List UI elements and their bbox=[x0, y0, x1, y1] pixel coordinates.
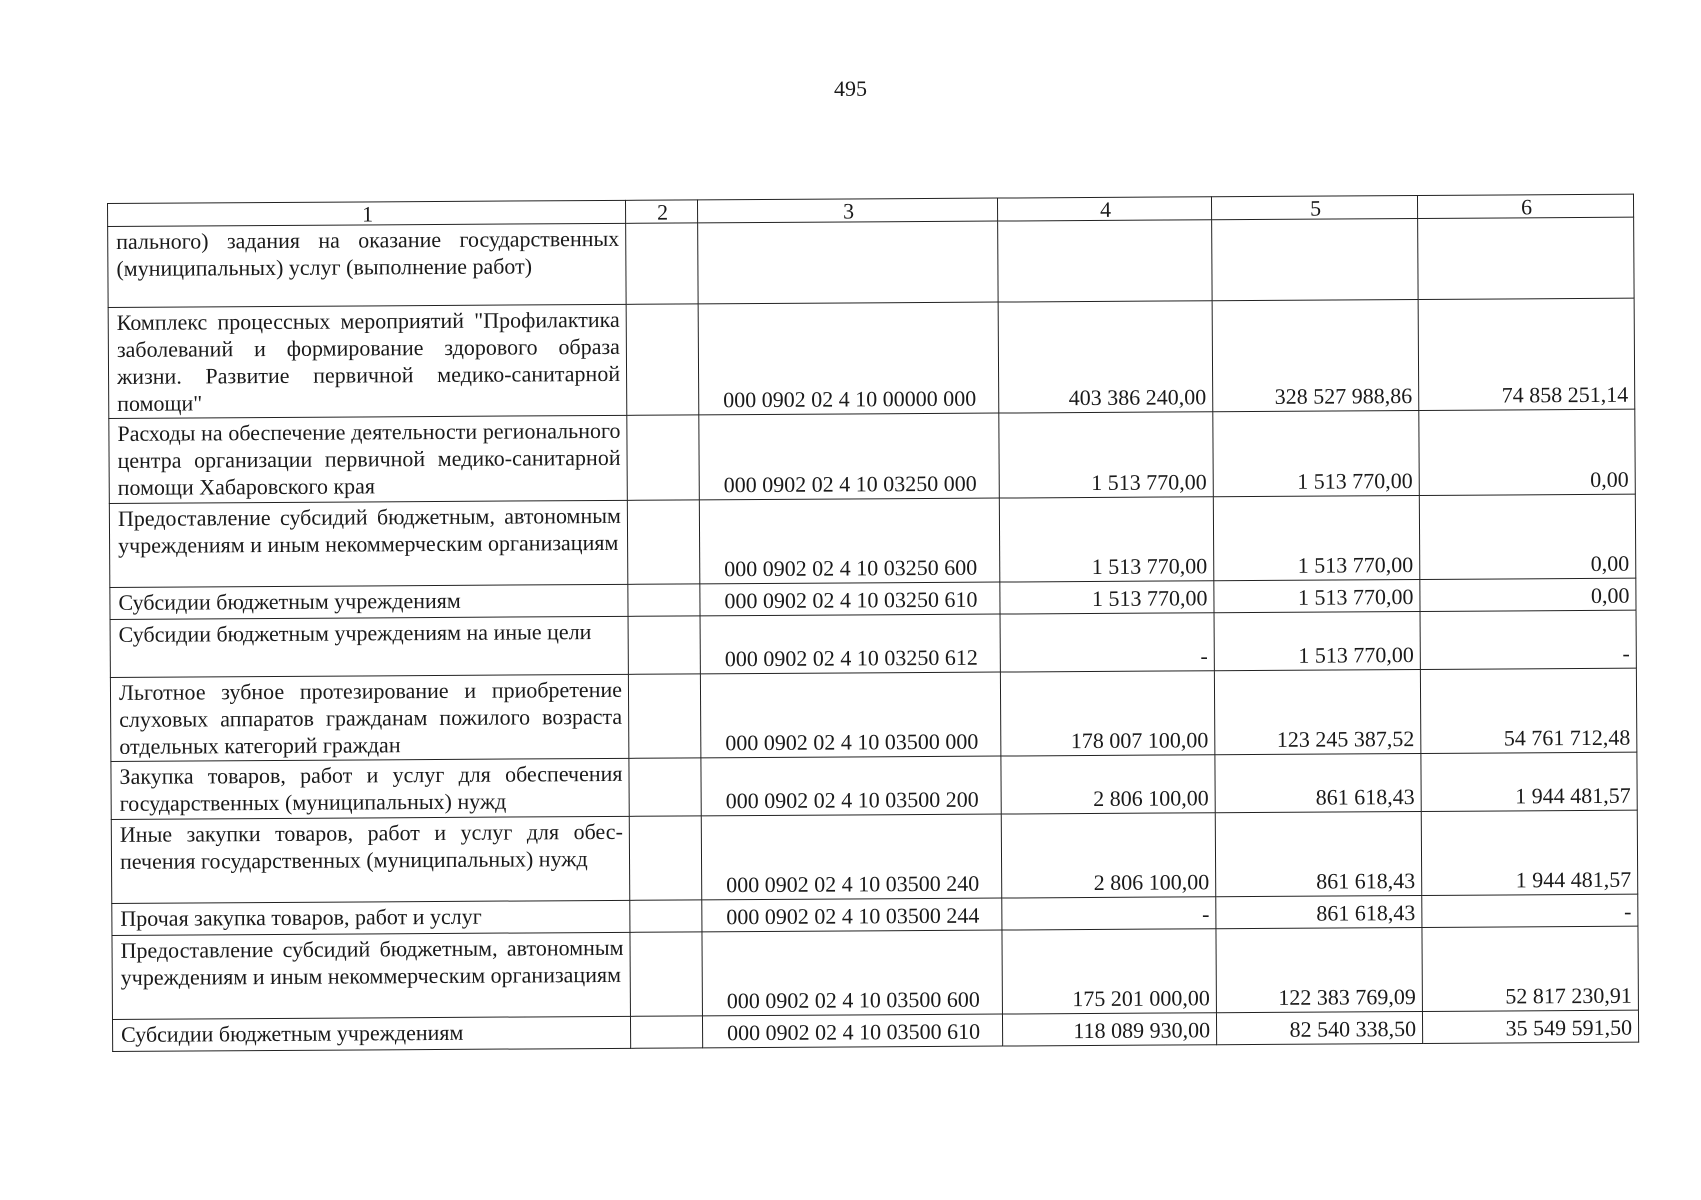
row-col2 bbox=[628, 674, 701, 758]
row-value-6: 0,00 bbox=[1419, 409, 1636, 495]
row-value-6: 0,00 bbox=[1420, 578, 1636, 611]
row-value-5: 861 618,43 bbox=[1215, 811, 1422, 896]
row-value-5: 1 513 770,00 bbox=[1213, 410, 1420, 496]
row-value-5: 82 540 338,50 bbox=[1216, 1011, 1422, 1044]
row-name: Предоставление субсидий бюджетным, автономным учреждениям и иным некоммерческим организациям bbox=[112, 932, 631, 1019]
row-value-4: 178 007 100,00 bbox=[1000, 671, 1215, 756]
table-row bbox=[109, 409, 1635, 503]
row-value-6: 74 858 251,14 bbox=[1418, 298, 1635, 410]
row-value-4: 2 806 100,00 bbox=[1001, 813, 1216, 898]
table-row bbox=[108, 217, 1634, 307]
row-value-6: 35 549 591,50 bbox=[1422, 1010, 1638, 1043]
row-col2 bbox=[629, 816, 702, 900]
row-name: пального) задания на оказание государственных (муниципальных) услуг (выполнение работ) bbox=[108, 223, 626, 307]
row-value-4: - bbox=[1000, 613, 1214, 672]
row-col2 bbox=[630, 900, 702, 932]
row-code: 000 0902 02 4 10 03500 240 bbox=[701, 814, 1002, 900]
row-col2 bbox=[626, 304, 699, 415]
row-code: 000 0902 02 4 10 03500 610 bbox=[702, 1014, 1002, 1048]
column-header-4: 4 bbox=[997, 197, 1211, 221]
row-value-5: 122 383 769,09 bbox=[1216, 927, 1423, 1012]
row-col2 bbox=[628, 584, 700, 616]
row-col2 bbox=[627, 415, 700, 500]
row-code: 000 0902 02 4 10 00000 000 bbox=[698, 302, 999, 415]
row-name: Расходы на обеспечение деятельности регионального центра организации первичной медико-санитарной помощи Хабаровского края bbox=[109, 415, 628, 503]
row-value-6: 1 944 481,57 bbox=[1421, 752, 1637, 811]
page-number: 495 bbox=[834, 76, 867, 101]
table-row bbox=[112, 926, 1638, 1019]
row-code: 000 0902 02 4 10 03250 612 bbox=[700, 614, 1000, 674]
column-header-5: 5 bbox=[1211, 195, 1417, 219]
row-value-4: 1 513 770,00 bbox=[1000, 581, 1214, 614]
table-row bbox=[110, 668, 1636, 761]
row-value-4: 175 201 000,00 bbox=[1002, 929, 1217, 1014]
row-code: 000 0902 02 4 10 03250 000 bbox=[699, 413, 1000, 500]
column-header-2: 2 bbox=[625, 200, 697, 223]
row-col2 bbox=[628, 616, 700, 674]
column-header-6: 6 bbox=[1417, 194, 1633, 218]
row-code: 000 0902 02 4 10 03500 000 bbox=[700, 672, 1001, 758]
row-value-6: 1 944 481,57 bbox=[1421, 810, 1638, 895]
row-name: Субсидии бюджетным учреждениям на иные цели bbox=[110, 616, 628, 677]
row-col2 bbox=[630, 932, 703, 1016]
row-value-4: 1 513 770,00 bbox=[999, 412, 1214, 498]
row-value-4 bbox=[998, 220, 1212, 302]
column-header-1: 1 bbox=[108, 200, 626, 226]
table-row bbox=[111, 752, 1637, 819]
row-name: Иные закупки товаров, работ и услуг для обеспечения государственных (муниципальных) нужд bbox=[111, 816, 630, 903]
row-name: Закупка товаров, работ и услуг для обеспечения государственных (муниципальных) нужд bbox=[111, 758, 629, 819]
row-name: Субсидии бюджетным учреждениям bbox=[110, 584, 628, 619]
row-value-6: - bbox=[1422, 894, 1638, 927]
row-name: Предоставление субсидий бюджетным, автономным учреждениям и иным некоммерческим организациям bbox=[109, 500, 628, 587]
row-value-5: 1 513 770,00 bbox=[1214, 579, 1420, 612]
row-col2 bbox=[626, 223, 698, 304]
row-value-5 bbox=[1212, 218, 1418, 300]
row-value-5: 1 513 770,00 bbox=[1214, 611, 1420, 670]
row-name: Льготное зубное протезирование и приобретение слуховых аппаратов гражданам пожилого возраста отдельных категорий граждан bbox=[110, 674, 629, 761]
row-col2 bbox=[630, 1016, 702, 1048]
row-value-6: 0,00 bbox=[1419, 494, 1636, 579]
row-code: 000 0902 02 4 10 03500 200 bbox=[701, 756, 1001, 816]
row-col2 bbox=[627, 500, 700, 584]
row-value-5: 328 527 988,86 bbox=[1212, 299, 1419, 411]
row-value-4: 1 513 770,00 bbox=[999, 497, 1214, 582]
row-value-4: 118 089 930,00 bbox=[1002, 1013, 1216, 1046]
budget-table bbox=[107, 194, 1639, 1052]
row-value-5: 861 618,43 bbox=[1215, 753, 1421, 812]
row-value-6 bbox=[1418, 217, 1634, 299]
row-name: Субсидии бюджетным учреждениям bbox=[112, 1016, 630, 1051]
row-code: 000 0902 02 4 10 03500 244 bbox=[702, 898, 1002, 932]
row-value-6: 52 817 230,91 bbox=[1422, 926, 1639, 1011]
row-value-6: - bbox=[1420, 610, 1636, 669]
row-value-4: 403 386 240,00 bbox=[998, 301, 1213, 413]
column-header-3: 3 bbox=[697, 198, 997, 223]
row-code: 000 0902 02 4 10 03250 600 bbox=[699, 498, 1000, 584]
table-row bbox=[110, 610, 1636, 677]
row-code: 000 0902 02 4 10 03250 610 bbox=[700, 582, 1000, 616]
row-value-5: 123 245 387,52 bbox=[1214, 669, 1421, 754]
row-value-6: 54 761 712,48 bbox=[1420, 668, 1637, 753]
row-value-5: 1 513 770,00 bbox=[1213, 495, 1420, 580]
table-row bbox=[111, 810, 1637, 903]
row-name: Комплекс процессных мероприятий "Профилактика заболеваний и формирование здорового образа жизни. Развитие первичной медико-санитарной помощи" bbox=[108, 304, 627, 418]
table-row bbox=[109, 494, 1635, 587]
row-code bbox=[698, 221, 998, 304]
table-row bbox=[108, 298, 1635, 418]
row-value-5: 861 618,43 bbox=[1216, 895, 1422, 928]
row-code: 000 0902 02 4 10 03500 600 bbox=[702, 930, 1003, 1016]
row-value-4: - bbox=[1002, 897, 1216, 930]
row-name: Прочая закупка товаров, работ и услуг bbox=[112, 900, 630, 935]
row-col2 bbox=[629, 758, 701, 816]
row-value-4: 2 806 100,00 bbox=[1001, 755, 1215, 814]
